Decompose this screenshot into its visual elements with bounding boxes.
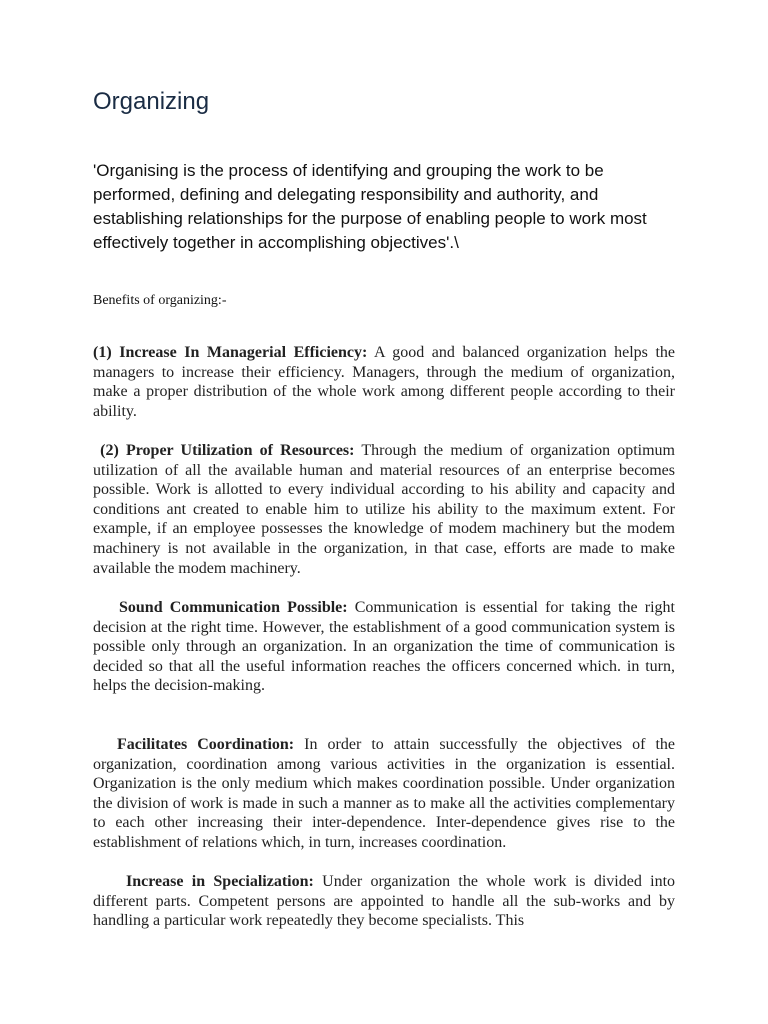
benefit-paragraph-specialization: [93, 872, 675, 931]
benefit-paragraph-resource-utilization: [93, 441, 675, 578]
paragraph-heading: (1) Increase In Managerial Efficiency:: [93, 344, 368, 361]
definition-quote: 'Organising is the process of identifying and grouping the work to be performed, defining and delegating responsibility and authority, and establishing relationships for the purpose of enabling people to work most effectively together in accomplishing objectives'.\: [93, 161, 647, 252]
paragraph-body: Under organization the whole work is divided into different parts. Competent persons are appointed to handle all the sub-works and by handling a particular work repeatedly they become specialists. This: [93, 873, 676, 930]
paragraph-heading: (2) Proper Utilization of Resources:: [100, 442, 355, 459]
paragraph-heading: Increase in Specialization:: [126, 873, 314, 890]
benefits-heading: Benefits of organizing:-: [93, 293, 227, 308]
benefit-paragraph-communication: [93, 598, 675, 696]
benefit-paragraph-coordination: [93, 735, 675, 853]
benefit-paragraph-managerial-efficiency: [93, 343, 675, 421]
paragraph-body: A good and balanced organization helps the managers to increase their efficiency. Managers, through the medium of organization, make a proper distribution of the whole work among different people according to their ability.: [93, 344, 676, 420]
page-title: Organizing: [93, 88, 210, 115]
paragraph-body: In order to attain successfully the objectives of the organization, coordination among various activities in the organization is essential. Organization is the only medium which makes coordination possible. Under organization the division of work is made in such a manner as to make all the activities complementary to each other increasing their inter-dependence. Inter-dependence gives rise to the establishment of relations which, in turn, increases coordination.: [93, 736, 676, 851]
paragraph-body: Communication is essential for taking the right decision at the right time. However, the establishment of a good communication system is possible only through an organization. In an organization the time of communication is decided so that all the useful information reaches the officers concerned which. in turn, helps the decision-making.: [93, 599, 676, 695]
paragraph-heading: Sound Communication Possible:: [119, 599, 348, 616]
paragraph-heading: Facilitates Coordination:: [117, 736, 295, 753]
paragraph-body: Through the medium of organization optimum utilization of all the available human and material resources of an enterprise becomes possible. Work is allotted to every individual according to his ability and capacity and conditions ant created to enable him to utilize his ability to the maximum extent. For example, if an employee possesses the knowledge of modem machinery but the modem machinery is not available in the organization, in that case, efforts are made to make available the modem machinery.: [93, 442, 675, 577]
